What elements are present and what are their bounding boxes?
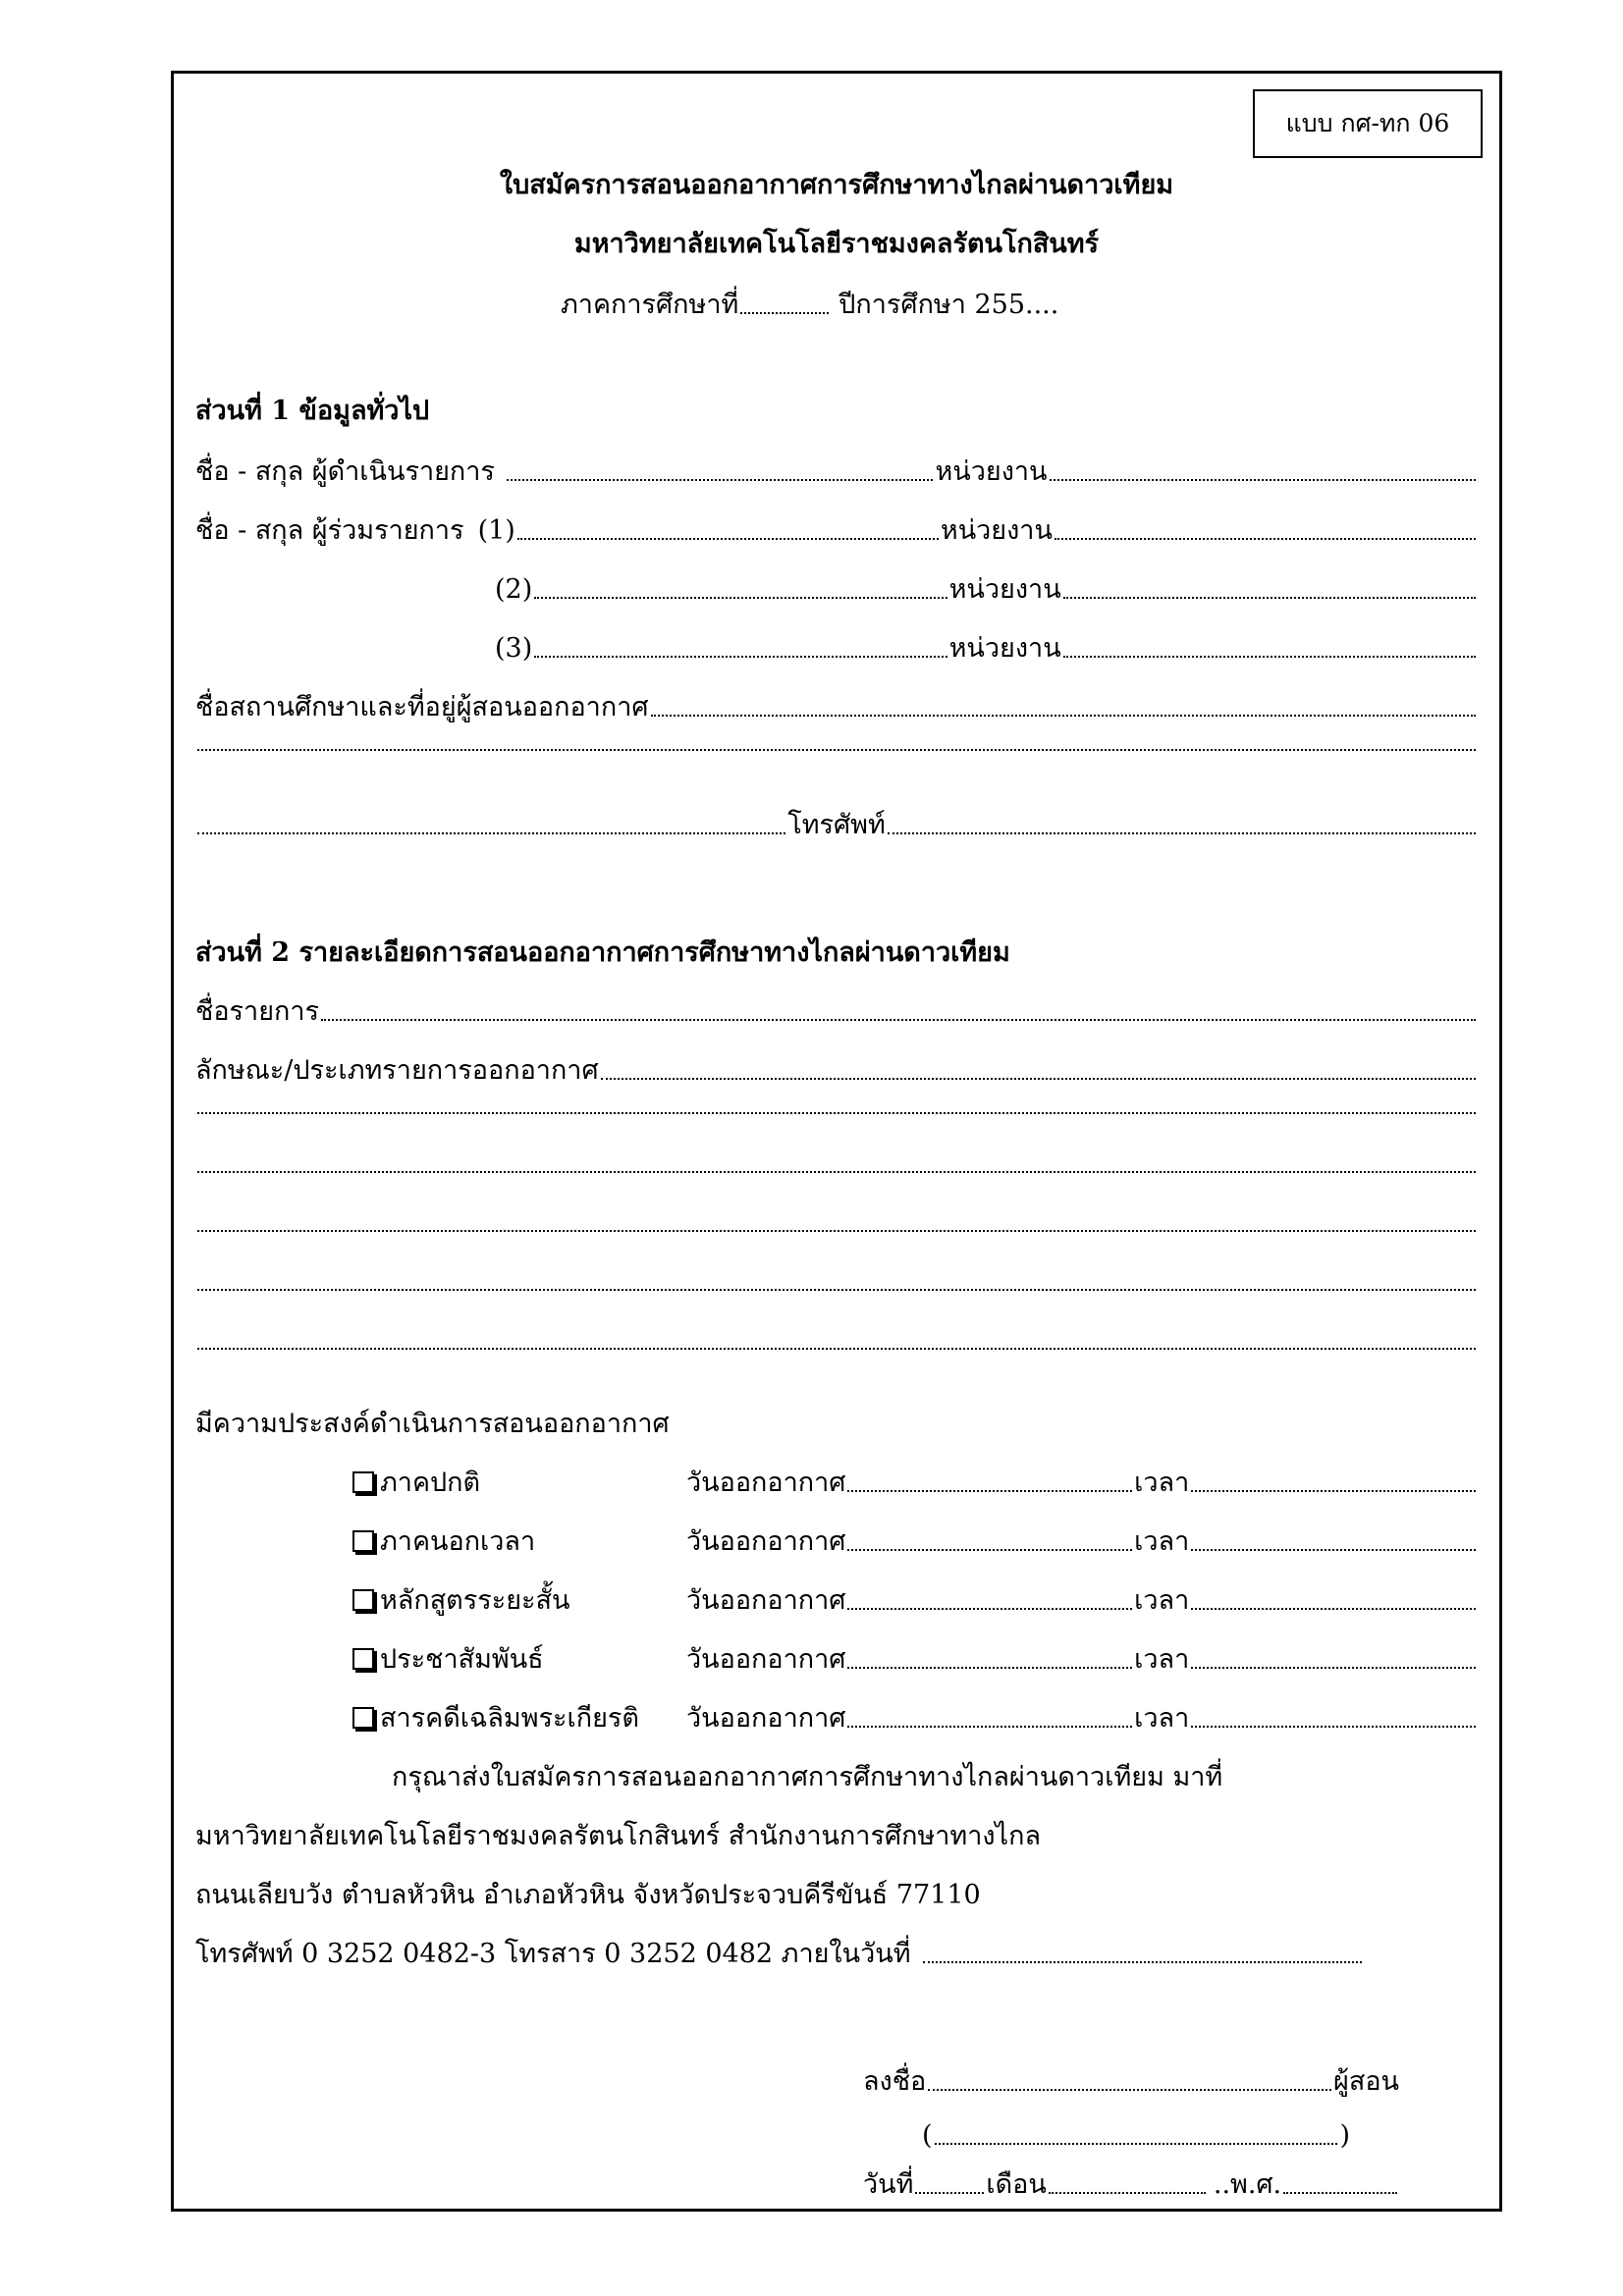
checkbox-documentary[interactable] (352, 1707, 374, 1729)
cohost-name-field-1[interactable] (517, 538, 939, 540)
blank-row (195, 1234, 1478, 1236)
date-row (863, 2171, 1399, 2198)
blank-row (195, 1116, 1478, 1118)
intent-label: มีความประสงค์ดำเนินการสอนออกอากาศ (195, 1409, 670, 1439)
close-paren: ) (1339, 2120, 1350, 2151)
form-title: ใบสมัครการสอนออกอากาศการศึกษาทางไกลผ่านดาวเทียม (499, 170, 1174, 200)
airdate-label: วันออกอากาศ (686, 1585, 846, 1616)
checkbox-regular[interactable] (352, 1471, 374, 1493)
cohost-row-1 (195, 517, 1478, 544)
program-row (195, 998, 1478, 1025)
program-label: ชื่อรายการ (195, 996, 320, 1027)
cohost-unit-field-2[interactable] (1063, 597, 1476, 599)
day-label: วันที่ (863, 2169, 914, 2200)
unit-label: หน่วยงาน (935, 456, 1048, 487)
phone-row (195, 812, 1478, 838)
checkbox-evening[interactable] (352, 1530, 374, 1552)
host-row (195, 458, 1478, 485)
program-type-field-5[interactable] (197, 1289, 1476, 1291)
month-label: เดือน (986, 2169, 1047, 2200)
program-type-field-3[interactable] (197, 1171, 1476, 1173)
airdate-field-regular[interactable] (847, 1490, 1132, 1492)
airdate-label: วันออกอากาศ (686, 1526, 846, 1557)
time-field-documentary[interactable] (1191, 1726, 1476, 1728)
printed-name-row (922, 2122, 1350, 2149)
option-row-evening (352, 1528, 1478, 1555)
submission-line-2: มหาวิทยาลัยเทคโนโลยีราชมงคลรัตนโกสินทร์ สำนักงานการศึกษาทางไกล (195, 1821, 1042, 1851)
sign-label: ลงชื่อ (863, 2066, 927, 2097)
program-type-field-4[interactable] (197, 1230, 1476, 1232)
unit-label: หน่วยงาน (940, 515, 1053, 546)
program-type-field-6[interactable] (197, 1348, 1476, 1350)
time-label: เวลา (1134, 1585, 1190, 1616)
option-label: ประชาสัมพันธ์ (380, 1644, 544, 1675)
host-label: ชื่อ - สกุล ผู้ดำเนินรายการ (195, 456, 495, 487)
host-unit-field[interactable] (1050, 479, 1477, 481)
term-line (561, 292, 1058, 318)
time-field-pr[interactable] (1191, 1667, 1476, 1669)
airdate-field-documentary[interactable] (847, 1726, 1132, 1728)
cohost-label: ชื่อ - สกุล ผู้ร่วมรายการ (195, 515, 464, 546)
submission-line-4 (195, 1941, 1364, 1967)
term-label: ภาคการศึกษาที่ (561, 290, 739, 320)
address-row (195, 694, 1478, 721)
cohost-row-2 (495, 576, 1478, 603)
cohost-number-2: (2) (495, 574, 533, 605)
phone-field[interactable] (888, 832, 1476, 834)
term-field[interactable] (740, 312, 829, 314)
year-label: ปีการศึกษา 255.... (839, 290, 1059, 320)
airdate-label: วันออกอากาศ (686, 1703, 846, 1734)
deadline-field[interactable] (923, 1961, 1363, 1963)
airdate-label: วันออกอากาศ (686, 1468, 846, 1498)
time-field-regular[interactable] (1191, 1490, 1476, 1492)
blank-row (195, 1293, 1478, 1295)
cohost-unit-field-1[interactable] (1055, 538, 1476, 540)
contact-text: โทรศัพท์ 0 3252 0482-3 โทรสาร 0 3252 0482 ภายในวันที่ (195, 1939, 911, 1969)
type-label: ลักษณะ/ประเภทรายการออกอากาศ (195, 1055, 599, 1086)
time-label: เวลา (1134, 1468, 1190, 1498)
airdate-field-evening[interactable] (847, 1549, 1132, 1551)
year-field[interactable] (1283, 2192, 1397, 2194)
option-row-regular (352, 1469, 1478, 1496)
submission-line-3: ถนนเลียบวัง ตำบลหัวหิน อำเภอหัวหิน จังหวัดประจวบคีรีขันธ์ 77110 (195, 1880, 981, 1910)
time-label: เวลา (1134, 1703, 1190, 1734)
unit-label: หน่วยงาน (948, 633, 1061, 664)
unit-label: หน่วยงาน (948, 574, 1061, 605)
form-code-box: แบบ กศ-ทก 06 (1253, 89, 1483, 158)
signature-field[interactable] (928, 2089, 1331, 2091)
day-field[interactable] (915, 2192, 984, 2194)
part1-heading: ส่วนที่ 1 ข้อมูลทั่วไป (195, 396, 430, 426)
cohost-name-field-3[interactable] (534, 656, 947, 658)
cohost-row-3 (495, 635, 1478, 662)
cohost-name-field-2[interactable] (534, 597, 947, 599)
time-label: เวลา (1134, 1644, 1190, 1675)
program-type-field-2[interactable] (197, 1112, 1476, 1114)
time-field-evening[interactable] (1191, 1549, 1476, 1551)
host-name-field[interactable] (507, 479, 934, 481)
open-paren: ( (922, 2120, 933, 2151)
option-label: ภาคปกติ (380, 1468, 481, 1498)
program-name-field[interactable] (321, 1019, 1476, 1021)
month-field[interactable] (1049, 2192, 1206, 2194)
option-row-documentary (352, 1705, 1478, 1732)
address-field-2[interactable] (197, 749, 1476, 751)
printed-name-field[interactable] (935, 2143, 1338, 2145)
address-field-3[interactable] (197, 832, 785, 834)
university-name: มหาวิทยาลัยเทคโนโลยีราชมงคลรัตนโกสินทร์ (573, 229, 1100, 259)
option-label: หลักสูตรระยะสั้น (380, 1585, 570, 1616)
role-label: ผู้สอน (1333, 2066, 1399, 2097)
airdate-label: วันออกอากาศ (686, 1644, 846, 1675)
part2-heading: ส่วนที่ 2 รายละเอียดการสอนออกอากาศการศึกษาทางไกลผ่านดาวเทียม (195, 937, 1010, 968)
signature-row (863, 2068, 1399, 2095)
option-row-short-course (352, 1587, 1478, 1614)
address-row-2 (195, 753, 1478, 755)
option-label: สารคดีเฉลิมพระเกียรติ (380, 1703, 639, 1734)
time-label: เวลา (1134, 1526, 1190, 1557)
cohost-number-3: (3) (495, 633, 533, 664)
address-field-1[interactable] (651, 715, 1477, 717)
option-label: ภาคนอกเวลา (380, 1526, 536, 1557)
blank-row (195, 1175, 1478, 1177)
airdate-field-pr[interactable] (847, 1667, 1132, 1669)
blank-row (195, 1352, 1478, 1354)
program-type-field-1[interactable] (601, 1078, 1476, 1080)
cohost-number-1: (1) (477, 515, 515, 546)
airdate-field-short-course[interactable] (847, 1608, 1132, 1610)
checkbox-short-course[interactable] (352, 1589, 374, 1611)
checkbox-pr[interactable] (352, 1648, 374, 1670)
address-label: ชื่อสถานศึกษาและที่อยู่ผู้สอนออกอากาศ (195, 692, 649, 722)
phone-label: โทรศัพท์ (787, 810, 886, 840)
be-year-label: ..พ.ศ. (1213, 2169, 1282, 2200)
time-field-short-course[interactable] (1191, 1608, 1476, 1610)
submission-line-1: กรุณาส่งใบสมัครการสอนออกอากาศการศึกษาทางไกลผ่านดาวเทียม มาที่ (392, 1762, 1223, 1792)
form-page (171, 71, 1502, 2212)
cohost-unit-field-3[interactable] (1063, 656, 1476, 658)
type-row (195, 1057, 1478, 1084)
option-row-pr (352, 1646, 1478, 1673)
